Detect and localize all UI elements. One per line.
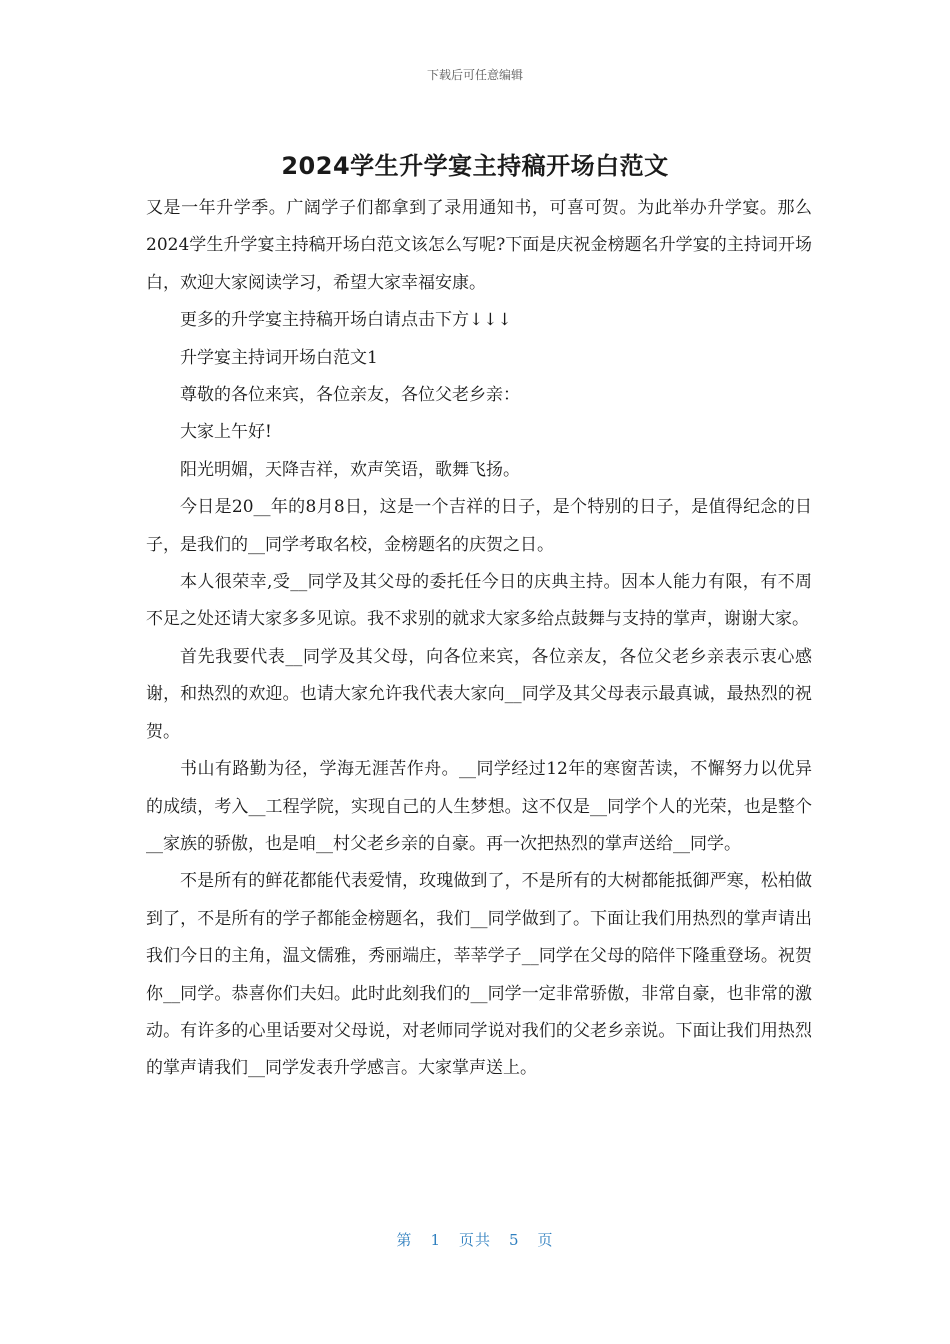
page-header-note: 下载后可任意编辑 (426, 68, 523, 82)
total-pages: 5 (509, 1231, 520, 1249)
body-paragraph: 首先我要代表__同学及其父母，向各位来宾，各位亲友，各位父老乡亲表示衷心感谢，和热烈的欢迎。也请大家允许我代表大家向__同学及其父母表示最真诚，最热烈的祝贺。 (146, 646, 812, 742)
document-title: 2024学生升学宴主持稿开场白范文 (281, 152, 669, 180)
page-suffix: 页 (537, 1231, 554, 1249)
body-paragraph: 今日是20__年的8月8日，这是一个吉祥的日子，是个特别的日子，是值得纪念的日子，是我们的__同学考取名校，金榜题名的庆贺之日。 (146, 497, 812, 555)
more-link-paragraph: 更多的升学宴主持稿开场白请点击下方↓↓↓ (180, 310, 512, 331)
body-paragraph: 尊敬的各位来宾，各位亲友，各位父老乡亲： (180, 385, 520, 406)
body-paragraph: 本人很荣幸,受__同学及其父母的委托任今日的庆典主持。因本人能力有限，有不周不足之处还请大家多多见谅。我不求别的就求大家多给点鼓舞与支持的掌声，谢谢大家。 (146, 572, 812, 630)
page-prefix: 第 (396, 1231, 413, 1249)
body-paragraph: 阳光明媚，天降吉祥，欢声笑语，歌舞飞扬。 (180, 459, 520, 480)
body-paragraph: 书山有路勤为径，学海无涯苦作舟。__同学经过12年的寒窗苦读，不懈努力以优异的成绩，考入__工程学院，实现自己的人生梦想。这不仅是__同学个人的光荣，也是整个__家族的骄傲，也是咱__村父老乡亲的自豪。再一次把热烈的掌声送给__同学。 (146, 759, 812, 854)
page-number-footer (0, 1229, 950, 1250)
body-paragraph: 大家上午好! (180, 422, 272, 443)
current-page: 1 (430, 1231, 441, 1249)
document-body (146, 190, 812, 1088)
section-heading: 升学宴主持词开场白范文1 (180, 347, 378, 368)
page-middle: 页共 (458, 1231, 491, 1249)
body-paragraph: 不是所有的鲜花都能代表爱情，玫瑰做到了，不是所有的大树都能抵御严寒，松柏做到了，不是所有的学子都能金榜题名，我们__同学做到了。下面让我们用热烈的掌声请出我们今日的主角，温文儒雅，秀丽端庄，莘莘学子__同学在父母的陪伴下隆重登场。祝贺你__同学。恭喜你们夫妇。此时此刻我们的__同学一定非常骄傲，非常自豪，也非常的激动。有许多的心里话要对父母说，对老师同学说对我们的父老乡亲说。下面让我们用热烈的掌声请我们__同学发表升学感言。大家掌声送上。 (146, 871, 812, 1079)
intro-paragraph: 又是一年升学季。广阔学子们都拿到了录用通知书，可喜可贺。为此举办升学宴。那么2024学生升学宴主持稿开场白范文该怎么写呢?下面是庆祝金榜题名升学宴的主持词开场白，欢迎大家阅读学习，希望大家幸福安康。 (146, 198, 812, 293)
